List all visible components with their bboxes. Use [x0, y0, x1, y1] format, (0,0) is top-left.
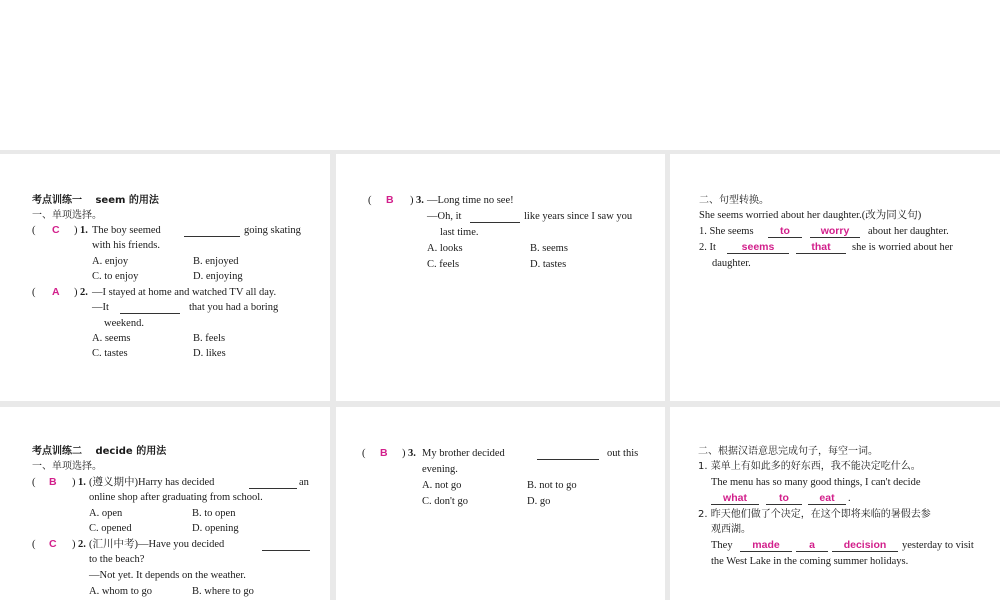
option-a: A. not go	[422, 480, 462, 491]
slide-panel-seem-3	[670, 154, 1000, 401]
question-text-line3: weekend.	[104, 318, 144, 329]
question-number: 2.	[80, 287, 88, 298]
option-c: C. opened	[89, 523, 132, 534]
question-text: —Long time no see!	[427, 195, 514, 206]
answer-bracket-open: (	[32, 539, 36, 550]
sentence-2-chinese-line2: 观西湖。	[711, 524, 751, 535]
sentence-1-chinese: 1. 菜单上有如此多的好东西，我不能决定吃什么。	[698, 461, 921, 472]
answer-bracket-open: (	[362, 448, 366, 459]
question-number: 3.	[416, 195, 424, 206]
option-a: A. enjoy	[92, 256, 129, 267]
question-text: My brother decided	[422, 448, 505, 459]
section-title: 一、单项选择。	[32, 210, 102, 221]
answer-blank	[262, 540, 310, 551]
option-d: D. go	[527, 496, 551, 507]
option-a: A. looks	[427, 243, 463, 254]
question-text-line2-end: that you had a boring	[189, 302, 279, 313]
question-number: 2.	[78, 539, 86, 550]
answer-fill: worry	[810, 225, 860, 238]
option-a: A. whom to go	[89, 586, 152, 597]
section-title: 二、句型转换。	[699, 195, 769, 206]
question-text: (汇川中考)—Have you decided	[89, 539, 225, 550]
answer-fill: a	[796, 539, 828, 552]
sentence-2-end: she is worried about her	[852, 242, 953, 253]
question-text: The boy seemed	[92, 225, 161, 236]
question-text-line2: evening.	[422, 464, 458, 475]
section-title: 二、根据汉语意思完成句子，每空一词。	[698, 446, 878, 457]
option-b: B. to open	[192, 508, 236, 519]
sentence-2-line2: daughter.	[712, 258, 751, 269]
section-title: 一、单项选择。	[32, 461, 102, 472]
answer-blank	[120, 303, 180, 314]
instruction-sentence: She seems worried about her daughter.(改为同义句)	[699, 210, 922, 221]
answer-blank	[184, 226, 240, 237]
answer-fill: what	[711, 492, 759, 505]
question-number: 3.	[408, 448, 416, 459]
option-a: A. open	[89, 508, 123, 519]
sentence-2-end: yesterday to visit	[902, 540, 974, 551]
option-c: C. feels	[427, 259, 460, 270]
answer-bracket-open: (	[32, 225, 36, 236]
answer-blank	[249, 478, 297, 489]
answer-bracket-close: )	[72, 539, 76, 550]
question-number: 1.	[78, 477, 86, 488]
question-text-line2: online shop after graduating from school.	[89, 492, 263, 503]
option-b: B. where to go	[192, 586, 254, 597]
answer-fill: to	[766, 492, 802, 505]
slide-panel-decide-2	[336, 407, 665, 600]
answer-bracket-close: )	[74, 225, 78, 236]
slide-panel-decide-3	[670, 407, 1000, 600]
question-text-end: out this	[607, 448, 639, 459]
option-c: C. don't go	[422, 496, 468, 507]
option-c: C. to enjoy	[92, 271, 139, 282]
question-text-end: an	[299, 477, 309, 488]
sentence-2-chinese: 2. 昨天他们做了个决定，在这个即将来临的暑假去参	[698, 509, 931, 520]
option-d: D. likes	[193, 348, 226, 359]
answer-bracket-open: (	[32, 287, 36, 298]
question-text: (遵义期中)Harry has decided	[89, 477, 215, 488]
option-d: D. tastes	[530, 259, 567, 270]
section-heading: 考点训练一 seem 的用法	[32, 195, 159, 206]
sentence-1-end: about her daughter.	[868, 226, 949, 237]
option-b: B. not to go	[527, 480, 577, 491]
question-text-line2-end: like years since I saw you	[524, 211, 633, 222]
question-text-line2: —Oh, it	[427, 211, 462, 222]
answer-blank	[537, 449, 599, 460]
answer-bracket-close: )	[410, 195, 414, 206]
answer-fill: decision	[832, 539, 898, 552]
sentence-2-line2: the West Lake in the coming summer holidays.	[711, 556, 909, 567]
sentence-1-start: 1. She seems	[699, 226, 754, 237]
answer-letter: C	[49, 538, 57, 550]
option-d: D. enjoying	[193, 271, 243, 282]
option-a: A. seems	[92, 333, 131, 344]
answer-bracket-open: (	[368, 195, 372, 206]
sentence-1-english: The menu has so many good things, I can't decide	[711, 477, 921, 488]
answer-bracket-open: (	[32, 477, 36, 488]
answer-fill: eat	[808, 492, 846, 505]
sentence-2-start: They	[711, 540, 733, 551]
answer-fill: that	[796, 241, 846, 254]
answer-fill: to	[768, 225, 802, 238]
option-c: C. tastes	[92, 348, 128, 359]
sentence-1-end-punct: .	[848, 493, 851, 504]
question-number: 1.	[80, 225, 88, 236]
slide-panel-seem-1	[0, 154, 330, 401]
answer-letter: A	[52, 286, 60, 298]
question-text-line3: last time.	[440, 227, 479, 238]
question-text-line2: to the beach?	[89, 554, 145, 565]
answer-fill: made	[740, 539, 792, 552]
question-text-end: going skating	[244, 225, 301, 236]
answer-letter: C	[52, 224, 60, 236]
option-b: B. feels	[193, 333, 226, 344]
slide-panel-decide-1	[0, 407, 330, 600]
slide-panel-seem-2	[336, 154, 665, 401]
answer-bracket-close: )	[402, 448, 406, 459]
question-text: —I stayed at home and watched TV all day.	[92, 287, 277, 298]
answer-blank	[470, 212, 520, 223]
question-text-line2: —It	[92, 302, 109, 313]
option-b: B. enjoyed	[193, 256, 239, 267]
answer-letter: B	[380, 447, 388, 459]
answer-letter: B	[386, 194, 394, 206]
option-b: B. seems	[530, 243, 568, 254]
question-text-line3: —Not yet. It depends on the weather.	[89, 570, 246, 581]
answer-fill: seems	[727, 241, 789, 254]
option-d: D. opening	[192, 523, 239, 534]
answer-bracket-close: )	[72, 477, 76, 488]
answer-letter: B	[49, 476, 57, 488]
answer-bracket-close: )	[74, 287, 78, 298]
sentence-2-start: 2. It	[699, 242, 716, 253]
question-text-line2: with his friends.	[92, 240, 160, 251]
section-heading: 考点训练二 decide 的用法	[32, 446, 167, 457]
